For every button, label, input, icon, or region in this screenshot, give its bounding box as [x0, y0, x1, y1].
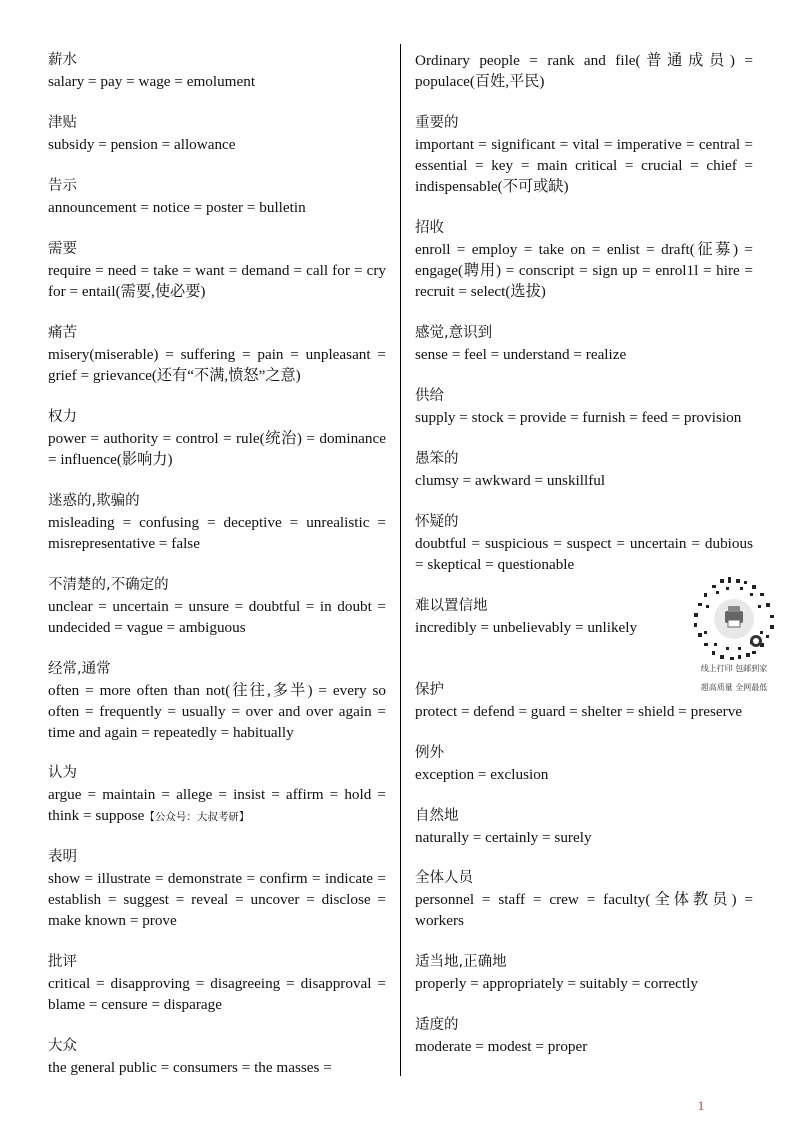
entry-heading: 权力 — [48, 409, 77, 425]
vocab-entry-often — [48, 659, 386, 743]
entry-terms: important = significant = vital = imperative = central = essential = key = main critical = crucial = chief = indispensable(不可或缺) — [415, 136, 753, 195]
entry-terms: show = illustrate = demonstrate = confirm = indicate = establish = suggest = reveal = uncover = disclose = make known = prove — [48, 870, 386, 929]
vocab-entry-ordinary-people — [415, 50, 753, 92]
entry-heading: 难以置信地 — [415, 598, 488, 614]
vocab-entry-exception — [415, 743, 753, 785]
entry-terms: misleading = confusing = deceptive = unrealistic = misrepresentative = false — [48, 514, 386, 552]
entry-terms-text: argue = maintain = allege = insist = affirm = hold = think = suppose — [48, 786, 386, 824]
vocab-entry-doubtful — [415, 512, 753, 575]
entry-terms: clumsy = awkward = unskillful — [415, 472, 606, 489]
vocab-entry-sense — [415, 323, 753, 365]
vocab-entry-personnel — [415, 868, 753, 931]
entry-heading: 不清楚的,不确定的 — [48, 577, 169, 593]
entry-heading: 迷惑的,欺骗的 — [48, 493, 140, 509]
entry-terms: require = need = take = want = demand = call for = cry for = entail(需要,使必要) — [48, 262, 386, 300]
entry-heading: 适当地,正确地 — [415, 954, 507, 970]
entry-terms: exception = exclusion — [415, 766, 549, 783]
vocab-entry-salary — [48, 50, 386, 92]
entry-heading: 保护 — [415, 682, 444, 698]
entry-terms: announcement = notice = poster = bulletin — [48, 199, 306, 216]
vocab-entry-require — [48, 239, 386, 302]
qr-caption-1: 线上打印 包邮到家 — [700, 664, 768, 673]
entry-terms: power = authority = control = rule(统治) = dominance = influence(影响力) — [48, 430, 386, 468]
vocab-entry-show — [48, 847, 386, 931]
entry-heading: 感觉,意识到 — [415, 325, 493, 341]
vocab-entry-supply — [415, 386, 753, 428]
entry-terms: critical = disapproving = disagreeing = disapproval = blame = censure = disparage — [48, 975, 386, 1013]
entry-heading: 批评 — [48, 954, 77, 970]
wechat-note: 【公众号：大叔考研】 — [144, 811, 250, 823]
entry-terms: doubtful = suspicious = suspect = uncertain = dubious = skeptical = questionable — [415, 535, 753, 573]
entry-heading: 痛苦 — [48, 325, 77, 341]
entry-heading: 供给 — [415, 388, 444, 404]
entry-heading: 经常,通常 — [48, 661, 111, 677]
vocab-entry-argue — [48, 763, 386, 828]
vocab-entry-misleading — [48, 491, 386, 554]
vocab-entry-misery — [48, 323, 386, 386]
entry-terms — [48, 784, 386, 828]
entry-heading: 例外 — [415, 745, 444, 761]
entry-heading: 大众 — [48, 1038, 77, 1054]
entry-heading: 津贴 — [48, 115, 77, 131]
page-number: 1 — [697, 1098, 705, 1113]
vocab-entry-clumsy — [415, 449, 753, 491]
vocab-entry-properly — [415, 952, 753, 994]
entry-terms: Ordinary people = rank and file(普通成员) = populace(百姓,平民) — [415, 52, 753, 90]
entry-terms: misery(miserable) = suffering = pain = unpleasant = grief = grievance(还有“不满,愤怒”之意) — [48, 346, 386, 384]
entry-terms: incredibly = unbelievably = unlikely — [415, 619, 638, 636]
entry-heading: 全体人员 — [415, 870, 473, 886]
entry-terms: salary = pay = wage = emolument — [48, 73, 256, 90]
vocab-entry-public — [48, 1036, 386, 1078]
entry-terms: subsidy = pension = allowance — [48, 136, 236, 153]
entry-terms: protect = defend = guard = shelter = shield = preserve — [415, 703, 743, 720]
entry-heading: 需要 — [48, 241, 77, 257]
vocab-entry-naturally — [415, 806, 753, 848]
entry-heading: 认为 — [48, 765, 77, 781]
entry-heading: 怀疑的 — [415, 514, 459, 530]
entry-heading: 适度的 — [415, 1017, 459, 1033]
entry-heading: 薪水 — [48, 52, 77, 68]
entry-heading: 告示 — [48, 178, 77, 194]
entry-heading: 招收 — [415, 220, 444, 236]
vocab-entry-enroll — [415, 218, 753, 302]
entry-heading: 自然地 — [415, 808, 459, 824]
entry-terms: moderate = modest = proper — [415, 1038, 588, 1055]
entry-terms: properly = appropriately = suitably = correctly — [415, 975, 698, 992]
entry-terms: enroll = employ = take on = enlist = draft(征募) = engage(聘用) = conscript = sign up = enrol1l = hire = recruit = select(选拔) — [415, 241, 753, 300]
vocab-entry-moderate — [415, 1015, 753, 1057]
entry-terms: naturally = certainly = surely — [415, 829, 592, 846]
column-divider — [400, 44, 401, 1076]
entry-heading: 表明 — [48, 849, 77, 865]
vocab-entry-important — [415, 113, 753, 197]
qr-caption-2: 超高质量 全网最低 — [700, 683, 768, 692]
entry-terms: sense = feel = understand = realize — [415, 346, 627, 363]
entry-heading: 愚笨的 — [415, 451, 459, 467]
vocab-entry-announcement — [48, 176, 386, 218]
vocab-entry-critical — [48, 952, 386, 1015]
entry-terms: personnel = staff = crew = faculty(全体教员) = workers — [415, 891, 753, 929]
entry-terms: unclear = uncertain = unsure = doubtful = in doubt = undecided = vague = ambiguous — [48, 598, 386, 636]
qr-code[interactable] — [690, 575, 778, 663]
entry-terms: the general public = consumers = the masses = — [48, 1059, 332, 1076]
entry-heading: 重要的 — [415, 115, 459, 131]
vocab-entry-unclear — [48, 575, 386, 638]
entry-terms: often = more often than not(往往,多半) = every so often = frequently = usually = over and over again = time and again = repeatedly = habitually — [48, 682, 386, 741]
entry-terms: supply = stock = provide = furnish = feed = provision — [415, 409, 742, 426]
vocab-entry-power — [48, 407, 386, 470]
vocab-entry-subsidy — [48, 113, 386, 155]
